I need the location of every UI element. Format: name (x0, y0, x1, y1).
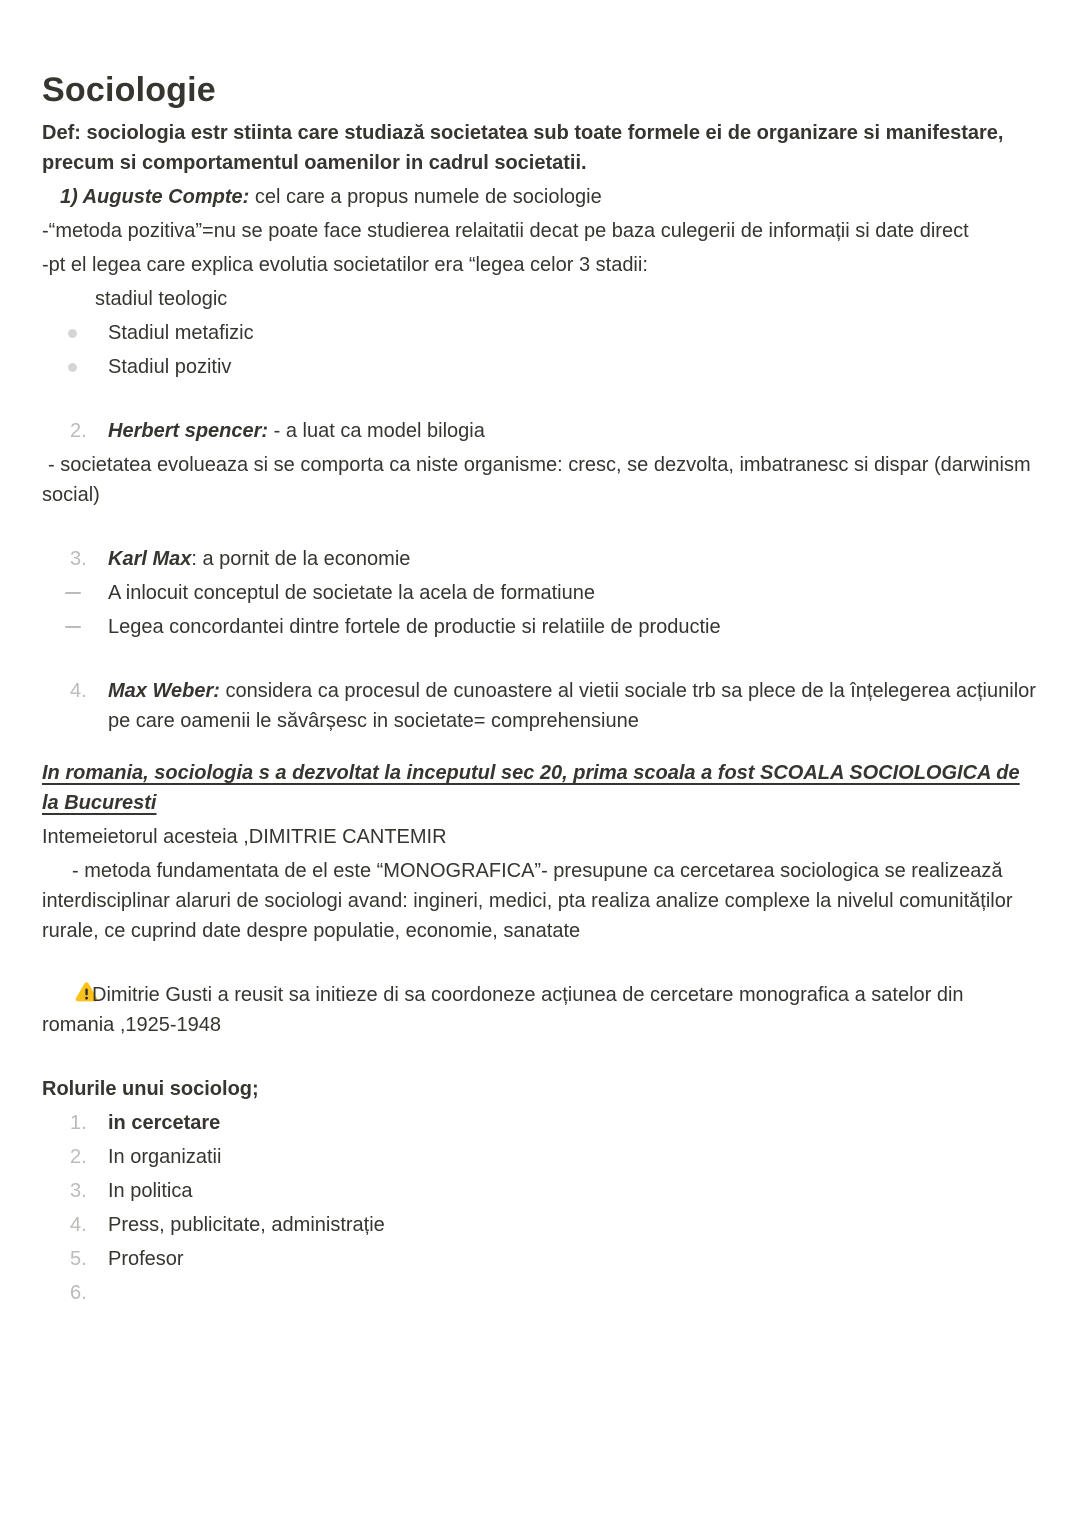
spacer (42, 1042, 1038, 1072)
dash-item (42, 576, 1038, 610)
weber-desc: considera ca procesul de cunoastere al vietii sociale trb sa plece de la înțelegerea acțiunilor pe care oamenii le săvârșesc in societate= comprehensiune (108, 680, 1036, 732)
bullet-item-pozitiv (42, 350, 1038, 384)
bullet-item-label: Stadiul metafizic (108, 322, 254, 344)
spacer (42, 948, 1038, 978)
numbered-item-spencer (42, 414, 1038, 448)
role-label: Profesor (108, 1248, 184, 1270)
role-label (108, 1278, 1038, 1308)
item-number: 2. (70, 420, 87, 442)
gusti-callout (42, 978, 1038, 1042)
romania-heading: In romania, sociologia s a dezvoltat la inceputul sec 20, prima scoala a fost SCOALA SOCIOLOGICA de la Bucuresti (42, 762, 1020, 814)
weber-line (108, 676, 1038, 736)
dash-item-label: A inlocuit conceptul de societate la acela de formatiune (108, 582, 595, 604)
stage-teologic-line: stadiul teologic (95, 288, 228, 310)
page-content (42, 0, 1038, 1310)
item-number: 4. (70, 1214, 87, 1236)
numbered-item-weber (42, 674, 1038, 738)
item-number: 5. (70, 1248, 87, 1270)
dash-item-label: Legea concordantei dintre fortele de productie si relatiile de productie (108, 616, 721, 638)
role-item-cercetare (42, 1106, 1038, 1140)
bullet-icon (42, 318, 108, 348)
page-title: Sociologie (42, 71, 216, 109)
item-number: 1. (70, 1112, 87, 1134)
spacer (42, 512, 1038, 542)
role-label: In organizatii (108, 1146, 222, 1168)
role-item-empty (42, 1276, 1038, 1310)
role-item-press (42, 1208, 1038, 1242)
spencer-paragraph: - societatea evolueaza si se comporta ca niste organisme: cresc, se dezvolta, imbatranesc si dispar (darwinism social) (42, 454, 1031, 506)
role-item-profesor (42, 1242, 1038, 1276)
role-label: in cercetare (108, 1112, 221, 1134)
item-number: 4. (70, 680, 87, 702)
compte-name: 1) Auguste Compte: (60, 186, 250, 208)
bullet-item-metafizic (42, 316, 1038, 350)
bullet-item-label: Stadiul pozitiv (108, 356, 232, 378)
marx-desc: : a pornit de la economie (191, 548, 411, 570)
roles-heading: Rolurile unui sociolog; (42, 1078, 259, 1100)
item-number: 3. (70, 1180, 87, 1202)
item-number: 6. (70, 1282, 87, 1304)
spencer-name: Herbert spencer: (108, 420, 269, 442)
role-item-politica (42, 1174, 1038, 1208)
legea-stadii-line: -pt el legea care explica evolutia societatilor era “legea celor 3 stadii: (42, 254, 648, 276)
item-number: 2. (70, 1146, 87, 1168)
marx-name: Karl Max (108, 548, 192, 570)
spencer-desc: - a luat ca model bilogia (268, 420, 485, 442)
dash-item (42, 610, 1038, 644)
spencer-line (108, 416, 1038, 446)
item-number: 3. (70, 548, 87, 570)
method-paragraph: - metoda fundamentata de el este “MONOGRAFICA”- presupune ca cercetarea sociologica se realizează interdisciplinar alaruri de sociologi avand: ingineri, medici, pta realiza analize complexe la nivelul comunităților rurale, ce cuprind date despre populatie, economie, sanatate (42, 860, 1013, 942)
numbered-item-marx (42, 542, 1038, 576)
role-item-organizatii (42, 1140, 1038, 1174)
dash-icon (42, 612, 108, 642)
metoda-pozitiva-line: -“metoda pozitiva”=nu se poate face studierea relaitatii decat pe baza culegerii de informații si date direct (42, 220, 969, 242)
role-label: Press, publicitate, administrație (108, 1214, 385, 1236)
marx-line (108, 544, 1038, 574)
definition-paragraph: Def: sociologia estr stiinta care studiază societatea sub toate formele ei de organizare si manifestare, precum si comportamentul oamenilor in cadrul societatii. (42, 122, 1004, 174)
dash-icon (42, 578, 108, 608)
gusti-callout-text: Dimitrie Gusti a reusit sa initieze di sa coordoneze acțiunea de cercetare monografica a satelor din romania ,1925-1948 (42, 984, 964, 1036)
role-label: In politica (108, 1180, 193, 1202)
weber-name: Max Weber: (108, 680, 220, 702)
founder-line: Intemeietorul acesteia ,DIMITRIE CANTEMIR (42, 826, 447, 848)
bullet-icon (42, 352, 108, 382)
spacer (42, 384, 1038, 414)
compte-desc: cel care a propus numele de sociologie (249, 186, 602, 208)
warning-icon (58, 980, 83, 1005)
spacer (42, 644, 1038, 674)
compte-heading-line (42, 180, 1038, 214)
spacer (42, 738, 1038, 756)
